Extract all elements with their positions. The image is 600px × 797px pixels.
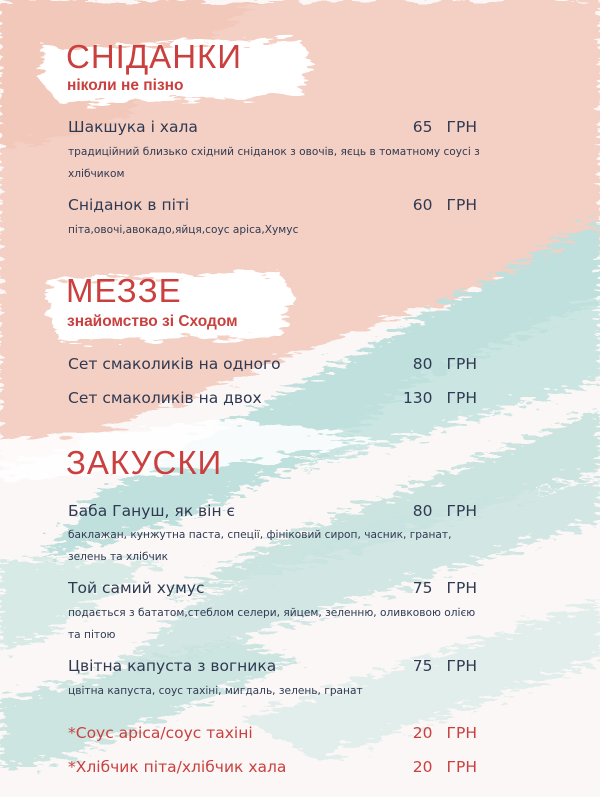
section-title-snacks: ЗАКУСКИ (66, 444, 223, 481)
extra-item-price (413, 758, 477, 776)
menu-item-price (413, 657, 477, 675)
menu-item-description: традиційний близько східний сніданок з овочів, яєць в томатному соусі з хлібчиком (68, 146, 480, 180)
price-value: 130 (402, 389, 433, 407)
price-currency: ГРН (446, 118, 477, 136)
menu-item-price (413, 118, 477, 136)
menu-item-price (403, 389, 477, 407)
menu-item-price (413, 196, 477, 214)
menu-item-name: Цвітна капуста з вогника (68, 657, 277, 675)
price-value: 60 (412, 196, 433, 214)
menu-item-description: піта,овочі,авокадо,яйця,соус аріса,Хумус (68, 224, 299, 236)
price-value: 80 (412, 355, 433, 373)
price-value: 75 (412, 579, 433, 597)
menu-item-name: Сет смаколиків на одного (68, 355, 281, 373)
price-currency: ГРН (446, 657, 477, 675)
menu-item-description: баклажан, кунжутна паста, спеції, фініковий сироп, часник, гранат, зелень та хлібчик (68, 529, 452, 563)
price-currency: ГРН (446, 502, 477, 520)
section-subtitle-breakfast: ніколи не пізно (67, 77, 184, 94)
price-currency: ГРН (446, 196, 477, 214)
menu-item-price (413, 355, 477, 373)
section-title-breakfast: СНІДАНКИ (66, 38, 242, 75)
price-value: 20 (412, 724, 433, 742)
menu-item-price (413, 502, 477, 520)
section-title-mezze: МЕЗЗЕ (66, 272, 182, 309)
menu-item-name: Шакшука і хала (68, 118, 198, 136)
price-value: 65 (412, 118, 433, 136)
price-currency: ГРН (446, 758, 477, 776)
price-currency: ГРН (446, 355, 477, 373)
extra-item-name: *Соус аріса/соус тахіні (68, 724, 253, 742)
menu-item-name: Сет смаколиків на двох (68, 389, 262, 407)
price-currency: ГРН (446, 724, 477, 742)
menu-item-description: подається з бататом,стеблом селери, яйцем, зеленню, оливковою олією та пітою (68, 607, 476, 641)
menu-item-name: Той самий хумус (68, 579, 205, 597)
price-value: 75 (412, 657, 433, 675)
price-currency: ГРН (446, 579, 477, 597)
menu-item-description: цвітна капуста, соус тахіні, мигдаль, зелень, гранат (68, 685, 363, 697)
menu-item-name: Сніданок в піті (68, 196, 190, 214)
price-currency: ГРН (446, 389, 477, 407)
price-value: 80 (412, 502, 433, 520)
extra-item-name: *Хлібчик піта/хлібчик хала (68, 758, 287, 776)
price-value: 20 (412, 758, 433, 776)
menu-item-price (413, 579, 477, 597)
menu-item-name: Баба Гануш, як він є (68, 502, 236, 520)
section-subtitle-mezze: знайомство зі Сходом (67, 313, 238, 330)
extra-item-price (413, 724, 477, 742)
